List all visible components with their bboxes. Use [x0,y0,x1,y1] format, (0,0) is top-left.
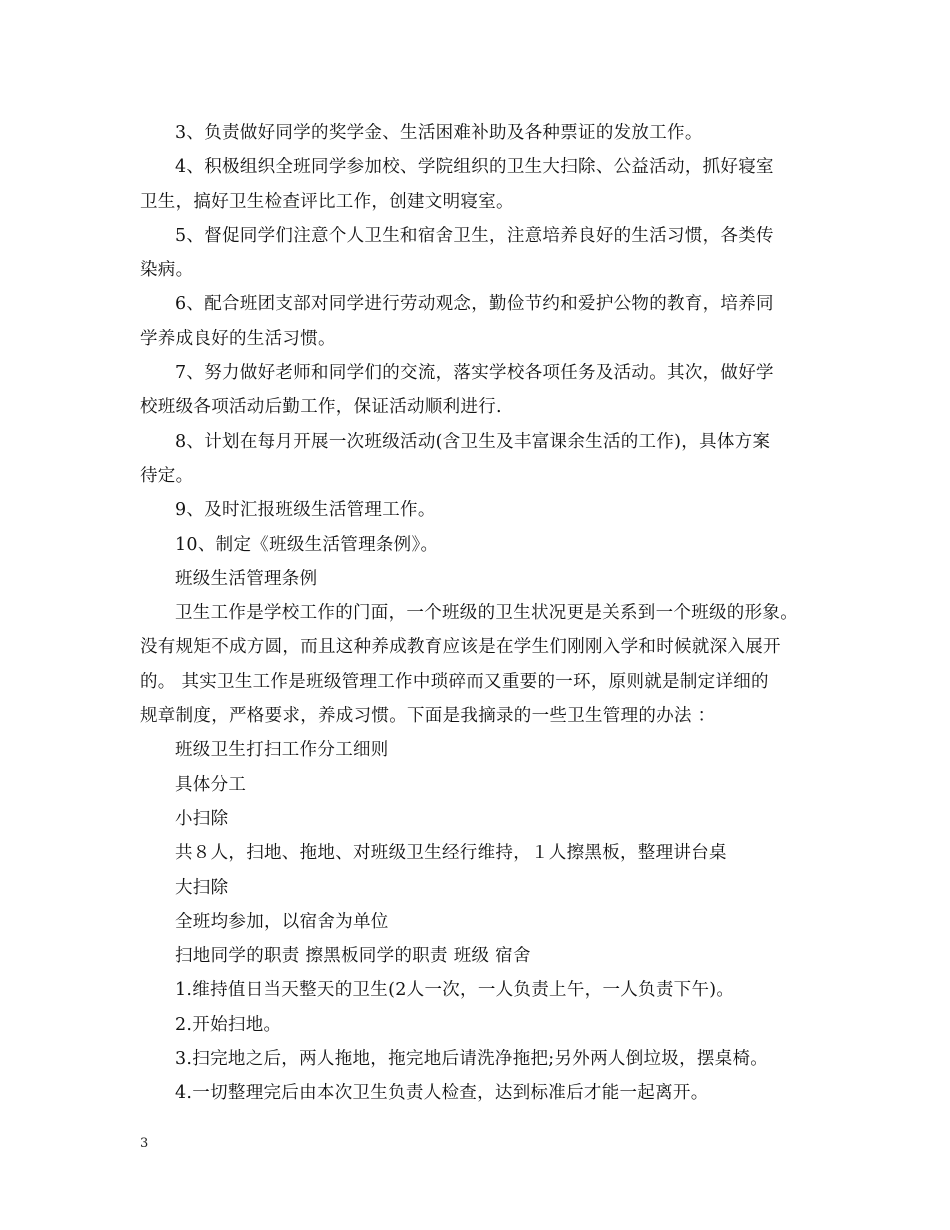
paragraph-line: 班级生活管理条例 [175,568,318,589]
paragraph [140,1008,816,1042]
paragraph [140,596,816,733]
paragraph-line: 扫地同学的职责 擦黑板同学的职责 班级 宿舍 [175,946,531,967]
paragraph-line: 5、督促同学们注意个人卫生和宿舍卫生，注意培养良好的生活习惯，各类传 [175,225,774,246]
document-body [140,116,816,1111]
paragraph-line: 的。 其实卫生工作是班级管理工作中琐碎而又重要的一环，原则就是制定详细的 [140,671,769,692]
paragraph-line: 4、积极组织全班同学参加校、学院组织的卫生大扫除、公益活动，抓好寝室 [175,157,774,178]
paragraph [140,733,816,767]
paragraph-line: 全班均参加，以宿舍为单位 [175,911,389,932]
paragraph-line: 没有规矩不成方圆，而且这种养成教育应该是在学生们刚刚入学和时候就深入展开 [140,637,781,658]
paragraph-line: 卫生工作是学校工作的门面，一个班级的卫生状况更是关系到一个班级的形象。 [175,603,798,624]
paragraph-line: 8、计划在每月开展一次班级活动(含卫生及丰富课余生活的工作)，具体方案 [175,431,771,452]
paragraph-line: 6、配合班团支部对同学进行劳动观念，勤俭节约和爱护公物的教育，培养同 [175,294,774,315]
paragraph [140,973,816,1007]
paragraph [140,802,816,836]
paragraph [140,528,816,562]
page-number: 3 [140,1136,149,1151]
paragraph [140,871,816,905]
paragraph-line: 卫生，搞好卫生检查评比工作，创建文明寝室。 [140,191,514,212]
paragraph [140,116,816,150]
paragraph-line: 3.扫完地之后，两人拖地，拖完地后请洗净拖把;另外两人倒垃圾，摆桌椅。 [175,1049,769,1070]
paragraph [140,562,816,596]
paragraph-line: 7、努力做好老师和同学们的交流，落实学校各项任务及活动。其次，做好学 [175,363,774,384]
paragraph-line: 班级卫生打扫工作分工细则 [175,740,389,761]
paragraph [140,425,816,494]
paragraph-line: 具体分工 [175,774,247,795]
paragraph-line: 小扫除 [175,808,229,829]
paragraph-line: 1.维持值日当天整天的卫生(2人一次，一人负责上午，一人负责下午)。 [175,980,735,1001]
paragraph [140,150,816,219]
paragraph-line: 4.一切整理完后由本次卫生负责人检查，达到标准后才能一起离开。 [175,1083,709,1104]
paragraph [140,287,816,356]
paragraph-line: 3、负责做好同学的奖学金、生活困难补助及各种票证的发放工作。 [175,123,703,143]
paragraph-line: 10、制定《班级生活管理条例》。 [175,534,439,555]
paragraph-line: 规章制度，严格要求，养成习惯。下面是我摘录的一些卫生管理的办法 ： [140,706,716,727]
paragraph [140,356,816,425]
paragraph [140,768,816,802]
paragraph [140,905,816,939]
paragraph [140,1076,816,1110]
paragraph-line: 染病。 [140,260,194,281]
paragraph-line: 待定。 [140,465,194,486]
paragraph [140,219,816,288]
paragraph [140,493,816,527]
paragraph [140,836,816,870]
paragraph-line: 大扫除 [175,877,229,898]
paragraph [140,1042,816,1076]
paragraph-list [140,116,816,1111]
paragraph-line: 9、及时汇报班级生活管理工作。 [175,500,436,521]
paragraph-line: 共８人，扫地、拖地、对班级卫生经行维持，１人擦黑板，整理讲台桌 [175,843,727,864]
paragraph [140,939,816,973]
paragraph-line: 校班级各项活动后勤工作，保证活动顺利进行. [140,397,502,418]
paragraph-line: 学养成良好的生活习惯。 [140,328,336,349]
paragraph-line: 2.开始扫地。 [175,1014,282,1035]
